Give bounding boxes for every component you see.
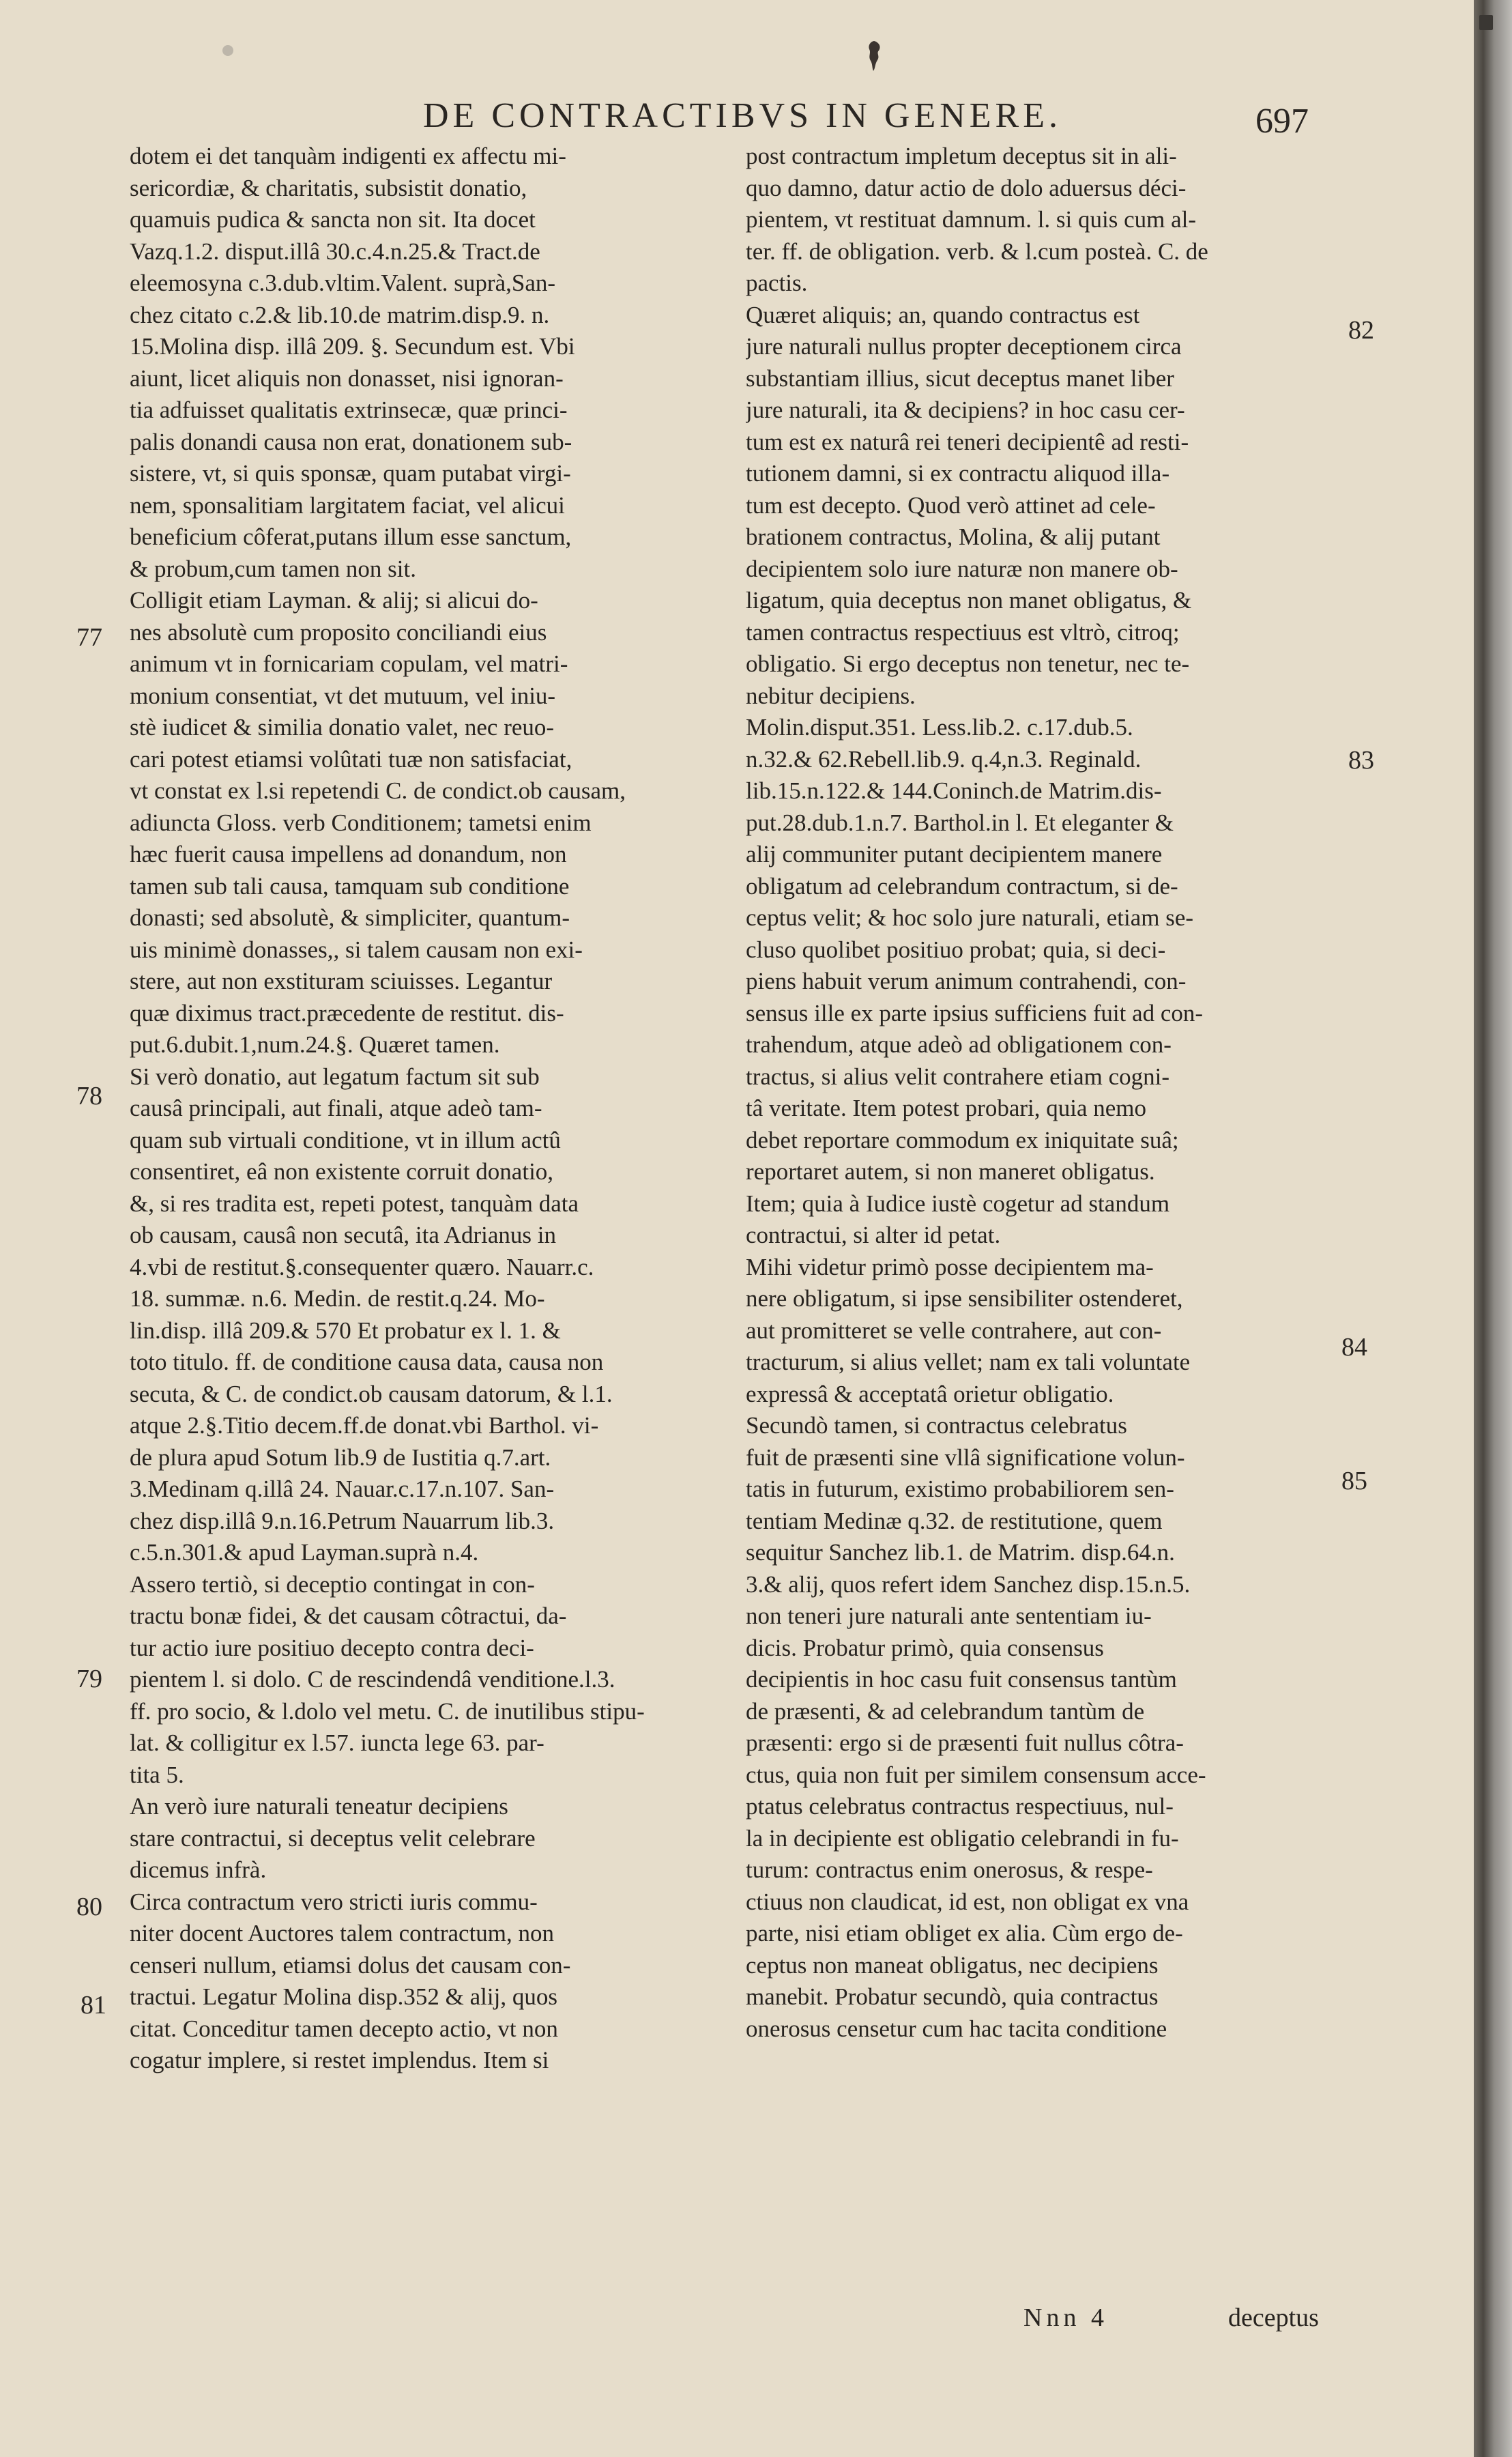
text-line: tractui. Legatur Molina disp.352 & alij, quos — [130, 1983, 557, 2010]
text-line: Item; quia à Iudice iustè cogetur ad standum — [746, 1190, 1170, 1217]
text-line: citat. Conceditur tamen decepto actio, vt non — [130, 2015, 558, 2042]
text-line: ceptus non maneat obligatus, nec decipiens — [746, 1951, 1159, 1979]
text-line: tita 5. — [130, 1761, 184, 1788]
text-line: consentiret, eâ non existente corruit donatio, — [130, 1158, 554, 1185]
text-line: Mihi videtur primò posse decipientem ma- — [746, 1253, 1154, 1280]
margin-number-81: 81 — [81, 1991, 106, 2020]
text-line: put.6.dubit.1,num.24.§. Quæret tamen. — [130, 1031, 500, 1058]
text-line: stare contractui, si deceptus velit celebrare — [130, 1824, 536, 1852]
text-line: expressâ & acceptatâ orietur obligatio. — [746, 1380, 1114, 1407]
running-title: DE CONTRACTIBVS IN GENERE. — [423, 96, 1062, 135]
text-line: Si verò donatio, aut legatum factum sit sub — [130, 1063, 540, 1090]
text-line: lat. & colligitur ex l.57. iuncta lege 63. par- — [130, 1729, 544, 1756]
text-line: toto titulo. ff. de conditione causa data, causa non — [130, 1349, 604, 1375]
text-line: c.5.n.301.& apud Layman.suprà n.4. — [130, 1539, 479, 1566]
text-line: chez citato c.2.& lib.10.de matrim.disp.9. n. — [130, 301, 550, 328]
text-line: aiunt, licet aliquis non donasset, nisi ignoran- — [130, 364, 564, 392]
text-line: tamen contractus respectiuus est vltrò, citroq; — [746, 618, 1180, 646]
text-line: atque 2.§.Titio decem.ff.de donat.vbi Barthol. vi- — [130, 1412, 599, 1439]
text-line: pactis. — [746, 270, 808, 296]
text-line: pientem, vt restituat damnum. l. si quis cum al- — [746, 206, 1197, 233]
text-line: obligatio. Si ergo deceptus non tenetur, nec te- — [746, 650, 1190, 677]
text-line: turum: contractus enim onerosus, & respe- — [746, 1856, 1153, 1883]
text-line: ctus, quia non fuit per similem consensum acce- — [746, 1761, 1206, 1788]
scan-corner-mark — [1479, 15, 1493, 30]
text-line: ceptus velit; & hoc solo jure naturali, etiam se- — [746, 904, 1194, 931]
text-line: 18. summæ. n.6. Medin. de restit.q.24. Mo- — [130, 1285, 545, 1312]
text-line: ptatus celebratus contractus respectiuus, nul- — [746, 1793, 1174, 1820]
ink-blot-ornament — [865, 40, 883, 72]
margin-number-83: 83 — [1348, 746, 1374, 775]
text-line: onerosus censetur cum hac tacita conditione — [746, 2015, 1167, 2042]
text-line: tamen sub tali causa, tamquam sub conditione — [130, 872, 570, 900]
margin-number-80: 80 — [76, 1893, 102, 1921]
text-line: tractu bonæ fidei, & det causam côtractui, da- — [130, 1603, 567, 1629]
text-line: Secundò tamen, si contractus celebratus — [746, 1412, 1127, 1439]
text-line: sensus ille ex parte ipsius sufficiens fuit ad con- — [746, 999, 1204, 1026]
text-line: nes absolutè cum proposito conciliandi eius — [130, 618, 547, 646]
text-line: nem, sponsalitiam largitatem faciat, vel alicui — [130, 491, 565, 519]
catchword: deceptus — [1228, 2303, 1319, 2332]
text-line: parte, nisi etiam obliget ex alia. Cùm ergo de- — [746, 1920, 1183, 1946]
text-line: pientem l. si dolo. C de rescindendâ venditione.l.3. — [130, 1666, 615, 1693]
text-line: lib.15.n.122.& 144.Coninch.de Matrim.dis- — [746, 777, 1162, 804]
margin-number-84: 84 — [1341, 1333, 1367, 1362]
text-line: censeri nullum, etiamsi dolus det causam con- — [130, 1951, 571, 1979]
text-line: 3.Medinam q.illâ 24. Nauar.c.17.n.107. San- — [130, 1476, 555, 1502]
text-line: donasti; sed absolutè, & simpliciter, quantum- — [130, 904, 570, 931]
text-line: tentiam Medinæ q.32. de restitutione, quem — [746, 1507, 1163, 1534]
text-line: jure naturali, ita & decipiens? in hoc casu cer- — [746, 397, 1185, 423]
text-line: n.32.& 62.Rebell.lib.9. q.4,n.3. Reginald. — [746, 745, 1142, 773]
text-line: 15.Molina disp. illâ 209. §. Secundum est. Vbi — [130, 333, 575, 360]
text-line: nebitur decipiens. — [746, 682, 916, 709]
text-line: ctiuus non claudicat, id est, non obligat ex vna — [746, 1888, 1189, 1915]
text-line: vt constat ex l.si repetendi C. de condict.ob causam, — [130, 777, 626, 804]
text-line: Circa contractum vero stricti iuris commu- — [130, 1888, 538, 1915]
text-line: secuta, & C. de condict.ob causam datorum, & l.1. — [130, 1380, 613, 1407]
margin-number-78: 78 — [76, 1082, 102, 1110]
text-line — [130, 2077, 710, 2109]
text-line: stè iudicet & similia donatio valet, nec reuo- — [130, 714, 555, 741]
text-line: non teneri jure naturali ante sententiam iu- — [746, 1603, 1152, 1629]
text-line: tatis in futurum, existimo probabiliorem sen- — [746, 1476, 1174, 1502]
text-line: put.28.dub.1.n.7. Barthol.in l. Et eleganter & — [746, 809, 1174, 836]
text-line: 3.& alij, quos refert idem Sanchez disp.15.n.5. — [746, 1570, 1191, 1598]
text-line: Vazq.1.2. disput.illâ 30.c.4.n.25.& Tract.de — [130, 238, 540, 265]
text-line: piens habuit verum animum contrahendi, con- — [746, 968, 1187, 994]
text-line: 4.vbi de restitut.§.consequenter quæro. Nauarr.c. — [130, 1253, 594, 1280]
margin-number-85: 85 — [1341, 1467, 1367, 1495]
text-line: post contractum impletum deceptus sit in ali- — [746, 143, 1177, 169]
text-line: aut promitteret se velle contrahere, aut con- — [746, 1317, 1162, 1344]
text-line: Assero tertiò, si deceptio contingat in con- — [130, 1570, 535, 1598]
paper-spot — [222, 45, 233, 56]
text-line: eleemosyna c.3.dub.vltim.Valent. suprà,San- — [130, 270, 556, 296]
text-line: reportaret autem, si non maneret obligatus. — [746, 1158, 1155, 1185]
page-number: 697 — [1255, 102, 1309, 141]
text-line: beneficium côferat,putans illum esse sanctum, — [130, 523, 572, 550]
text-line: tur actio iure positiuo decepto contra deci- — [130, 1634, 534, 1661]
text-line: decipientis in hoc casu fuit consensus tantùm — [746, 1666, 1177, 1693]
text-line: ligatum, quia deceptus non manet obligatus, & — [746, 587, 1192, 614]
margin-number-79: 79 — [76, 1665, 102, 1693]
text-line: debet reportare commodum ex iniquitate suâ; — [746, 1126, 1179, 1153]
text-line: tutionem damni, si ex contractu aliquod illa- — [746, 460, 1170, 487]
text-line: cluso quolibet positiuo probat; quia, si deci- — [746, 936, 1166, 963]
text-line: Molin.disput.351. Less.lib.2. c.17.dub.5. — [746, 714, 1133, 741]
text-line: &, si res tradita est, repeti potest, tanquàm data — [130, 1190, 579, 1217]
text-line: dotem ei det tanquàm indigenti ex affectu mi- — [130, 143, 566, 169]
margin-number-77: 77 — [76, 623, 102, 652]
text-line: hæc fuerit causa impellens ad donandum, non — [130, 841, 567, 867]
text-line: obligatum ad celebrandum contractum, si de- — [746, 872, 1178, 900]
text-line: & probum,cum tamen non sit. — [130, 555, 416, 582]
text-line: ff. pro socio, & l.dolo vel metu. C. de inutilibus stipu- — [130, 1697, 645, 1725]
text-line: ob causam, causâ non secutâ, ita Adrianus in — [130, 1222, 556, 1248]
text-line: An verò iure naturali teneatur decipiens — [130, 1793, 508, 1820]
left-column — [130, 141, 710, 2297]
text-line: dicis. Probatur primò, quia consensus — [746, 1634, 1104, 1661]
text-line: fuit de præsenti sine vllâ significatione volun- — [746, 1443, 1185, 1471]
text-line: præsenti: ergo si de præsenti fuit nullus côtra- — [746, 1729, 1184, 1756]
text-line: sequitur Sanchez lib.1. de Matrim. disp.64.n. — [746, 1539, 1175, 1566]
text-line: la in decipiente est obligatio celebrandi in fu- — [746, 1824, 1179, 1852]
text-line: lin.disp. illâ 209.& 570 Et probatur ex l. 1. & — [130, 1317, 561, 1344]
text-line: dicemus infrà. — [130, 1856, 267, 1883]
text-line: uis minimè donasses,, si talem causam non exi- — [130, 936, 583, 963]
text-line: tum est ex naturâ rei teneri decipientê ad resti- — [746, 428, 1189, 455]
text-line: animum vt in fornicariam copulam, vel matri- — [130, 650, 568, 677]
text-line: palis donandi causa non erat, donationem sub- — [130, 428, 572, 455]
text-line: ter. ff. de obligation. verb. & l.cum posteà. C. de — [746, 238, 1208, 265]
text-line: alij communiter putant decipientem manere — [746, 841, 1163, 867]
text-line: decipientem solo iure naturæ non manere ob- — [746, 555, 1178, 582]
text-line: monium consentiat, vt det mutuum, vel iniu- — [130, 682, 556, 709]
text-line: contractui, si alter id petat. — [746, 1222, 1001, 1248]
text-line: cogatur implere, si restet implendus. Item si — [130, 2047, 549, 2073]
text-line: tracturum, si alius vellet; nam ex tali voluntate — [746, 1349, 1191, 1375]
right-column — [746, 141, 1326, 2297]
text-line: tum est decepto. Quod verò attinet ad cele- — [746, 491, 1156, 519]
text-line: trahendum, atque adeò ad obligationem con- — [746, 1031, 1172, 1058]
text-line: quo damno, datur actio de dolo aduersus déci- — [746, 174, 1187, 201]
text-line: tâ veritate. Item potest probari, quia nemo — [746, 1095, 1147, 1121]
text-line: de præsenti, & ad celebrandum tantùm de — [746, 1697, 1145, 1725]
text-line: chez disp.illâ 9.n.16.Petrum Nauarrum lib.3. — [130, 1507, 555, 1534]
text-line: de plura apud Sotum lib.9 de Iustitia q.7.art. — [130, 1443, 551, 1471]
text-line: Colligit etiam Layman. & alij; si alicui do- — [130, 587, 538, 614]
text-line: Quæret aliquis; an, quando contractus est — [746, 301, 1140, 328]
text-line: tia adfuisset qualitatis extrinsecæ, quæ princi- — [130, 397, 568, 423]
text-line: quamuis pudica & sancta non sit. Ita docet — [130, 206, 536, 233]
text-line: jure naturali nullus propter deceptionem circa — [746, 333, 1182, 360]
text-line: adiuncta Gloss. verb Conditionem; tametsi enim — [130, 809, 592, 836]
text-line: manebit. Probatur secundò, quia contractus — [746, 1983, 1159, 2010]
text-line: nere obligatum, si ipse sensibiliter ostenderet, — [746, 1285, 1183, 1312]
text-line: substantiam illius, sicut deceptus manet liber — [746, 364, 1174, 392]
text-line: sistere, vt, si quis sponsæ, quam putabat virgi- — [130, 460, 571, 487]
signature-mark: Nnn 4 — [1023, 2303, 1108, 2332]
text-line: sericordiæ, & charitatis, subsistit donatio, — [130, 174, 527, 201]
book-spine-edge — [1474, 0, 1512, 2457]
text-line: stere, aut non exstituram sciuisses. Legantur — [130, 968, 553, 994]
text-line: cari potest etiamsi volûtati tuæ non satisfaciat, — [130, 745, 572, 773]
text-line: brationem contractus, Molina, & alij putant — [746, 523, 1161, 550]
text-line: tractus, si alius velit contrahere etiam cogni- — [746, 1063, 1170, 1090]
text-line: quæ diximus tract.præcedente de restitut. dis- — [130, 999, 564, 1026]
margin-number-82: 82 — [1348, 316, 1374, 345]
text-line: niter docent Auctores talem contractum, non — [130, 1920, 555, 1946]
text-line: quam sub virtuali conditione, vt in illum actû — [130, 1126, 561, 1153]
text-line: causâ principali, aut finali, atque adeò tam- — [130, 1095, 542, 1121]
